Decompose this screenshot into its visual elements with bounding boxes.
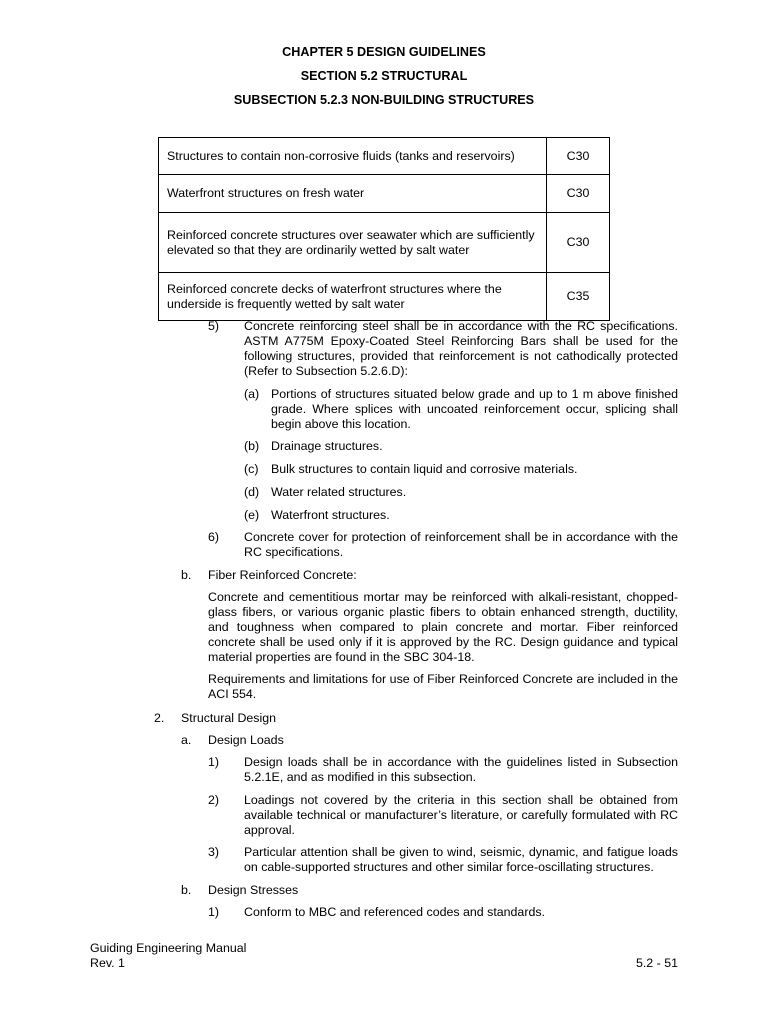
footer-manual-title: Guiding Engineering Manual xyxy=(90,941,247,955)
item-number: 3) xyxy=(208,845,220,859)
subsection-heading: SUBSECTION 5.2.3 NON-BUILDING STRUCTURES xyxy=(233,93,535,107)
structural-design-title: Structural Design xyxy=(181,711,277,725)
table-cell-grade: C30 xyxy=(547,213,610,273)
table-cell-grade: C35 xyxy=(547,273,610,321)
item-letter: b. xyxy=(181,568,192,582)
item-letter: b. xyxy=(181,883,192,897)
item-number: 2) xyxy=(208,793,220,807)
design-stresses-title: Design Stresses xyxy=(208,883,299,897)
sub-item-text: Water related structures. xyxy=(271,485,407,499)
sub-item-text: Drainage structures. xyxy=(271,439,383,453)
item-6-text: Concrete cover for protection of reinforcement shall be in accordance with the RC specifications. xyxy=(244,530,678,559)
table-cell-description: Reinforced concrete structures over seawater which are sufficiently elevated so that they are ordinarily wetted by salt water xyxy=(159,213,547,273)
sub-item-text: Waterfront structures. xyxy=(271,508,390,522)
chapter-heading: CHAPTER 5 DESIGN GUIDELINES xyxy=(282,45,486,59)
fiber-paragraph: Concrete and cementitious mortar may be reinforced with alkali-resistant, chopped-glass fibers, or various organic plastic fibers to obtain enhanced strength, ductility, and toughness when compared to plain concrete and mortar. Fiber reinforced concrete shall be used only if it is approved by the RC. Design guidance and typical material properties are found in the SBC 304-18. xyxy=(208,590,678,664)
item-number: 6) xyxy=(208,530,220,544)
sub-item-number: (a) xyxy=(244,387,260,401)
sub-item-number: (e) xyxy=(244,508,260,522)
fiber-paragraph: Requirements and limitations for use of Fiber Reinforced Concrete are included in the ACI 554. xyxy=(208,672,678,701)
design-loads-item: Design loads shall be in accordance with the guidelines listed in Subsection 5.2.1E, and as modified in this subsection. xyxy=(244,755,678,784)
table-row xyxy=(159,273,610,321)
design-loads-title: Design Loads xyxy=(208,733,284,747)
item-5-text: Concrete reinforcing steel shall be in accordance with the RC specifications. ASTM A775M Epoxy-Coated Steel Reinforcing Bars shall be used for the following structures, provided that reinforcement is not cathodically protected (Refer to Subsection 5.2.6.D): xyxy=(244,319,678,378)
design-stresses-item: Conform to MBC and referenced codes and standards. xyxy=(244,905,545,919)
table-row xyxy=(159,213,610,273)
design-loads-item: Loadings not covered by the criteria in this section shall be obtained from available technical or manufacturer’s literature, or carefully formulated with RC approval. xyxy=(244,793,678,837)
table-row xyxy=(159,175,610,213)
sub-item-text: Portions of structures situated below grade and up to 1 m above finished grade. Where splices with uncoated reinforcement occur, splicing shall begin above this location. xyxy=(271,387,678,431)
fiber-title: Fiber Reinforced Concrete: xyxy=(208,568,357,582)
item-number: 1) xyxy=(208,905,220,919)
table-cell-grade: C30 xyxy=(547,175,610,213)
footer-revision: Rev. 1 xyxy=(90,956,125,970)
design-loads-item: Particular attention shall be given to wind, seismic, dynamic, and fatigue loads on cable-supported structures and other similar force-oscillating structures. xyxy=(244,845,678,874)
sub-item-number: (b) xyxy=(244,439,260,453)
table-cell-description: Waterfront structures on fresh water xyxy=(159,175,547,213)
section-heading: SECTION 5.2 STRUCTURAL xyxy=(300,69,468,83)
table-cell-grade: C30 xyxy=(547,138,610,175)
item-number: 5) xyxy=(208,319,220,333)
table-cell-description: Reinforced concrete decks of waterfront structures where the underside is frequently wetted by salt water xyxy=(159,273,547,321)
table-row xyxy=(159,138,610,175)
footer-page-number: 5.2 - 51 xyxy=(635,956,678,970)
sub-item-number: (d) xyxy=(244,485,260,499)
item-number: 1) xyxy=(208,755,220,769)
item-letter: a. xyxy=(181,733,192,747)
sub-item-text: Bulk structures to contain liquid and corrosive materials. xyxy=(271,462,578,476)
concrete-grade-table xyxy=(158,137,610,321)
sub-item-number: (c) xyxy=(244,462,259,476)
section-number: 2. xyxy=(154,711,165,725)
table-cell-description: Structures to contain non-corrosive fluids (tanks and reservoirs) xyxy=(159,138,547,175)
